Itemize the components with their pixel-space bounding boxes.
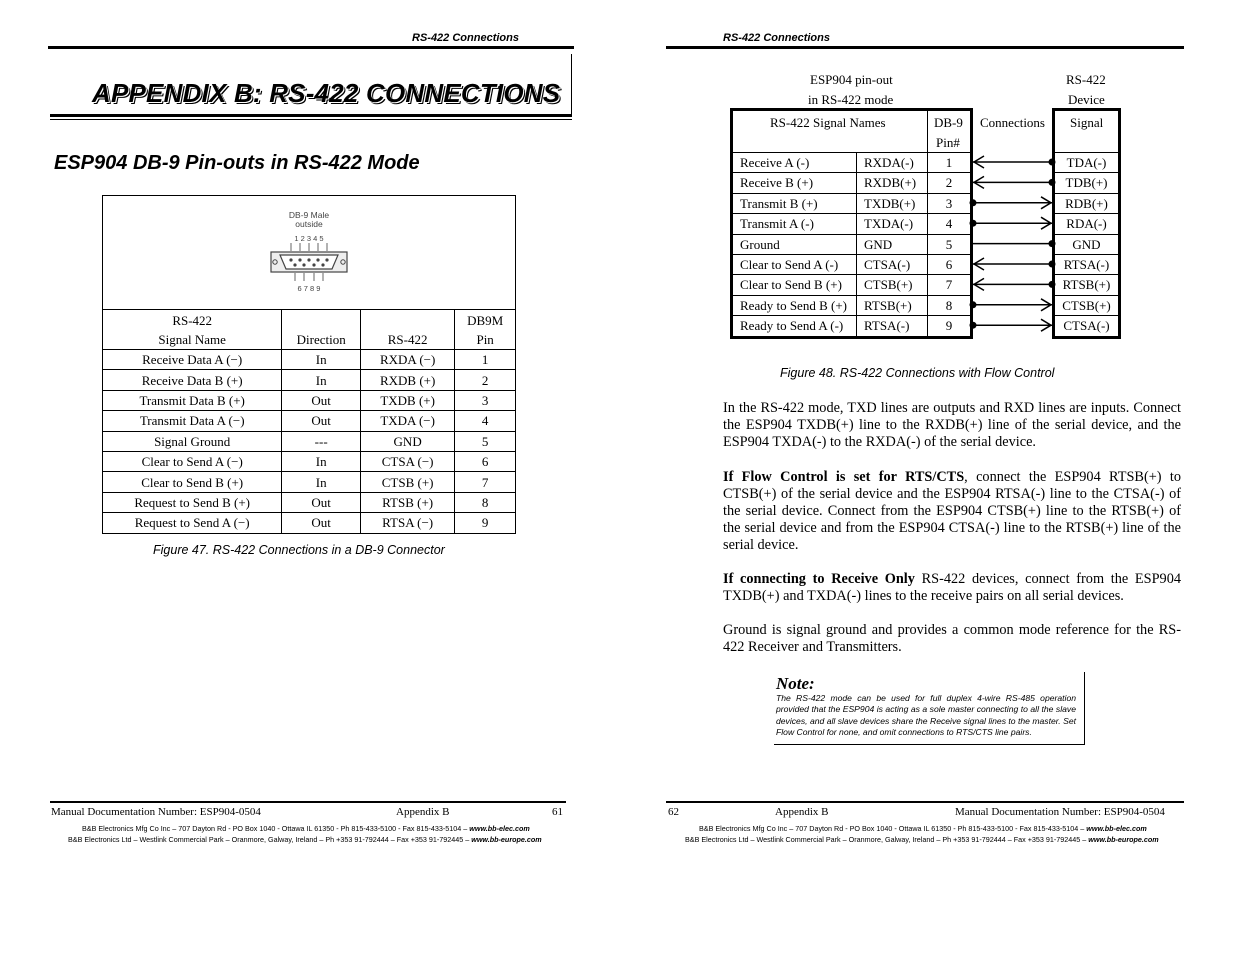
- table-row: [103, 492, 516, 512]
- table-row: [103, 350, 516, 370]
- cell-pin: 4: [455, 411, 516, 431]
- left-running-header: RS-422 Connections: [412, 32, 519, 44]
- pinout-table: [102, 195, 516, 534]
- connector-label-1: DB-9 Male: [288, 209, 330, 220]
- paragraph-1: In the RS-422 mode, TXD lines are outputs and RXD lines are inputs. Connect the ESP904 TXDB(+) line to the RXDB(+) line of the serial device, and the ESP904 TXDA(-) to the RXDA(-) of the serial device.: [723, 400, 1181, 450]
- col-signal: Signal: [1070, 115, 1104, 130]
- cell-pin: 6: [455, 451, 516, 471]
- header-rs422: RS-422: [361, 310, 455, 350]
- header-direction: Direction: [282, 310, 361, 350]
- connection-arrow: [970, 217, 1053, 229]
- row-pin: 8: [945, 297, 953, 313]
- cell-pin: 5: [455, 431, 516, 451]
- cell-signal-name: Receive Data A (−): [103, 350, 282, 370]
- row-device-signal: RDB(+): [1065, 195, 1108, 211]
- cell-rs422: TXDB (+): [361, 390, 455, 410]
- note-title: Note:: [776, 674, 815, 693]
- cell-rs422: RXDB (+): [361, 370, 455, 390]
- cell-pin: 1: [455, 350, 516, 370]
- row-pin: 7: [945, 277, 953, 293]
- cell-rs422: CTSB (+): [361, 472, 455, 492]
- cell-rs422: CTSA (−): [361, 451, 455, 471]
- row-pin: 9: [945, 318, 953, 334]
- right-footer-page: 62: [668, 806, 679, 818]
- left-footer-page: 61: [552, 806, 563, 818]
- row-signal-name: Ground: [740, 236, 780, 252]
- header-signal-name: RS-422 Signal Name: [103, 310, 282, 350]
- paragraph-4: Ground is signal ground and provides a common mode reference for the RS-422 Receiver and Transmitters.: [723, 622, 1181, 655]
- row-pin: 5: [945, 236, 953, 252]
- row-signal-code: RXDA(-): [864, 155, 914, 170]
- left-header-rule: [48, 46, 574, 49]
- section-title: ESP904 DB-9 Pin-outs in RS-422 Mode: [54, 152, 420, 174]
- figure-48-caption: Figure 48. RS-422 Connections with Flow Control: [780, 366, 1055, 380]
- row-device-signal: RTSB(+): [1062, 277, 1111, 293]
- cell-direction: Out: [282, 513, 361, 533]
- cell-pin: 3: [455, 390, 516, 410]
- connector-label-2: outside: [295, 218, 323, 229]
- row-device-signal: CTSA(-): [1063, 318, 1110, 334]
- cell-pin: 7: [455, 472, 516, 492]
- row-signal-name: Transmit A (-): [740, 216, 814, 232]
- connection-arrow: [973, 156, 1056, 168]
- title-bottom-rule: [50, 114, 572, 117]
- left-company-line-2: B&B Electronics Ltd – Westlink Commercial Park – Oranmore, Galway, Ireland – Ph +353 91-792444 – Fax +353 91-792445 – www.bb-europe.com: [68, 835, 542, 844]
- cell-signal-name: Signal Ground: [103, 431, 282, 451]
- left-company-line-1: B&B Electronics Mfg Co Inc – 707 Dayton Rd - PO Box 1040 - Ottawa IL 61350 - Ph 815-433-5100 - Fax 815-433-5104 – www.bb-elec.com: [82, 824, 530, 833]
- table-row: [103, 390, 516, 410]
- table-row: [103, 472, 516, 492]
- left-footer-section: Appendix B: [396, 806, 450, 818]
- col-db9-1: DB-9: [934, 115, 963, 130]
- left-footer-rule: [50, 801, 566, 803]
- esp-label-1: ESP904 pin-out: [810, 72, 893, 87]
- right-company-line-1: B&B Electronics Mfg Co Inc – 707 Dayton Rd - PO Box 1040 - Ottawa IL 61350 - Ph 815-433-5100 - Fax 815-433-5104 – www.bb-elec.com: [699, 824, 1147, 833]
- row-signal-name: Transmit B (+): [740, 195, 818, 211]
- connector-top-pins: 1 2 3 4 5: [294, 233, 324, 243]
- connector-figure-cell: [103, 196, 516, 310]
- table-row: [103, 451, 516, 471]
- cell-signal-name: Clear to Send A (−): [103, 451, 282, 471]
- connector-bottom-pins: 6 7 8 9: [297, 283, 321, 293]
- row-pin: 1: [945, 155, 953, 170]
- row-signal-code: RTSB(+): [864, 297, 912, 313]
- cell-rs422: RTSA (−): [361, 513, 455, 533]
- cell-rs422: TXDA (−): [361, 411, 455, 431]
- connection-arrow: [973, 258, 1056, 270]
- connection-arrows: [730, 68, 1122, 342]
- right-running-header: RS-422 Connections: [723, 32, 830, 44]
- row-pin: 6: [945, 257, 953, 272]
- connection-arrow: [970, 319, 1053, 331]
- connection-arrow: [973, 278, 1056, 290]
- row-signal-name: Clear to Send A (-): [740, 257, 839, 272]
- appendix-title: APPENDIX B: RS-422 CONNECTIONS: [92, 78, 561, 108]
- row-signal-name: Clear to Send B (+): [740, 277, 842, 293]
- row-signal-code: TXDA(-): [864, 216, 914, 232]
- figure-47-caption: Figure 47. RS-422 Connections in a DB-9 Connector: [153, 543, 445, 557]
- cell-rs422: RXDA (−): [361, 350, 455, 370]
- cell-signal-name: Request to Send A (−): [103, 513, 282, 533]
- cell-direction: In: [282, 472, 361, 492]
- header-db9m-pin: DB9M Pin: [455, 310, 516, 350]
- cell-direction: Out: [282, 390, 361, 410]
- row-signal-name: Receive A (-): [740, 155, 810, 170]
- connection-arrow: [973, 240, 1056, 247]
- left-footer-doc-number: Manual Documentation Number: ESP904-0504: [51, 806, 261, 818]
- row-signal-name: Ready to Send A (-): [740, 318, 844, 334]
- paragraph-2: If Flow Control is set for RTS/CTS, connect the ESP904 RTSB(+) to CTSB(+) of the serial device and the ESP904 RTSA(-) line to the CTSA(-) of the serial device. Connect from the ESP904 CTSB(+) line to the RTSB(+) of the serial device and from the ESP904 CTSA(-) line to the RTSB(+) line of the serial device.: [723, 469, 1181, 553]
- connection-arrow: [973, 176, 1056, 188]
- cell-direction: Out: [282, 411, 361, 431]
- col-db9-2: Pin#: [936, 135, 960, 150]
- row-signal-code: CTSB(+): [864, 277, 913, 293]
- right-company-line-2: B&B Electronics Ltd – Westlink Commercial Park – Oranmore, Galway, Ireland – Ph +353 91-792444 – Fax +353 91-792445 – www.bb-europe.com: [685, 835, 1159, 844]
- cell-rs422: RTSB (+): [361, 492, 455, 512]
- row-signal-code: RTSA(-): [864, 318, 910, 334]
- connection-diagram: [730, 68, 1122, 342]
- row-device-signal: RTSA(-): [1063, 257, 1110, 272]
- device-label-1: RS-422: [1066, 72, 1106, 87]
- right-footer-section: Appendix B: [775, 806, 829, 818]
- connection-arrow: [970, 197, 1053, 209]
- paragraph-3: If connecting to Receive Only RS-422 devices, connect from the ESP904 TXDB(+) and TXDA(-) lines to the receive pairs on all serial devices.: [723, 571, 1181, 604]
- esp-label-2: in RS-422 mode: [808, 92, 894, 107]
- row-device-signal: TDA(-): [1066, 155, 1107, 170]
- row-pin: 3: [945, 195, 953, 211]
- row-signal-code: CTSA(-): [864, 257, 911, 272]
- col-connections: Connections: [980, 115, 1045, 130]
- row-signal-code: GND: [864, 236, 893, 252]
- col-signal-names: RS-422 Signal Names: [770, 115, 886, 130]
- db9-connector-icon: [264, 207, 354, 299]
- cell-rs422: GND: [361, 431, 455, 451]
- cell-pin: 8: [455, 492, 516, 512]
- cell-signal-name: Clear to Send B (+): [103, 472, 282, 492]
- row-device-signal: TDB(+): [1065, 175, 1108, 191]
- row-device-signal: RDA(-): [1066, 216, 1107, 232]
- cell-direction: In: [282, 370, 361, 390]
- right-footer-rule: [666, 801, 1184, 803]
- cell-signal-name: Receive Data B (+): [103, 370, 282, 390]
- cell-direction: In: [282, 451, 361, 471]
- cell-signal-name: Request to Send B (+): [103, 492, 282, 512]
- cell-signal-name: Transmit Data B (+): [103, 390, 282, 410]
- cell-direction: Out: [282, 492, 361, 512]
- connection-arrow: [970, 299, 1053, 311]
- cell-direction: In: [282, 350, 361, 370]
- cell-signal-name: Transmit Data A (−): [103, 411, 282, 431]
- row-signal-code: TXDB(+): [864, 195, 916, 211]
- row-device-signal: CTSB(+): [1062, 297, 1111, 313]
- table-row: [103, 370, 516, 390]
- row-pin: 4: [945, 216, 953, 232]
- row-signal-code: RXDB(+): [864, 175, 917, 191]
- row-device-signal: GND: [1072, 236, 1101, 252]
- title-bottom-rule-thin: [50, 119, 572, 120]
- table-row: [103, 411, 516, 431]
- cell-direction: ---: [282, 431, 361, 451]
- row-pin: 2: [945, 175, 953, 191]
- title-side-rule: [571, 54, 572, 116]
- device-label-2: Device: [1068, 92, 1105, 107]
- table-row: [103, 513, 516, 533]
- row-signal-name: Receive B (+): [740, 175, 814, 191]
- cell-pin: 9: [455, 513, 516, 533]
- row-signal-name: Ready to Send B (+): [740, 297, 847, 313]
- right-header-rule: [666, 46, 1184, 49]
- right-footer-doc-number: Manual Documentation Number: ESP904-0504: [955, 806, 1165, 818]
- note-text: The RS-422 mode can be used for full duplex 4-wire RS-485 operation provided that the ESP904 is acting as a sole master connecting to all the slave devices, and all slave devices share the Receive signal lines to the master. Set Flow Control for none, and omit connections to RTS/CTS line pairs.: [776, 693, 1076, 738]
- cell-pin: 2: [455, 370, 516, 390]
- table-row: [103, 431, 516, 451]
- note-box: [774, 672, 1085, 745]
